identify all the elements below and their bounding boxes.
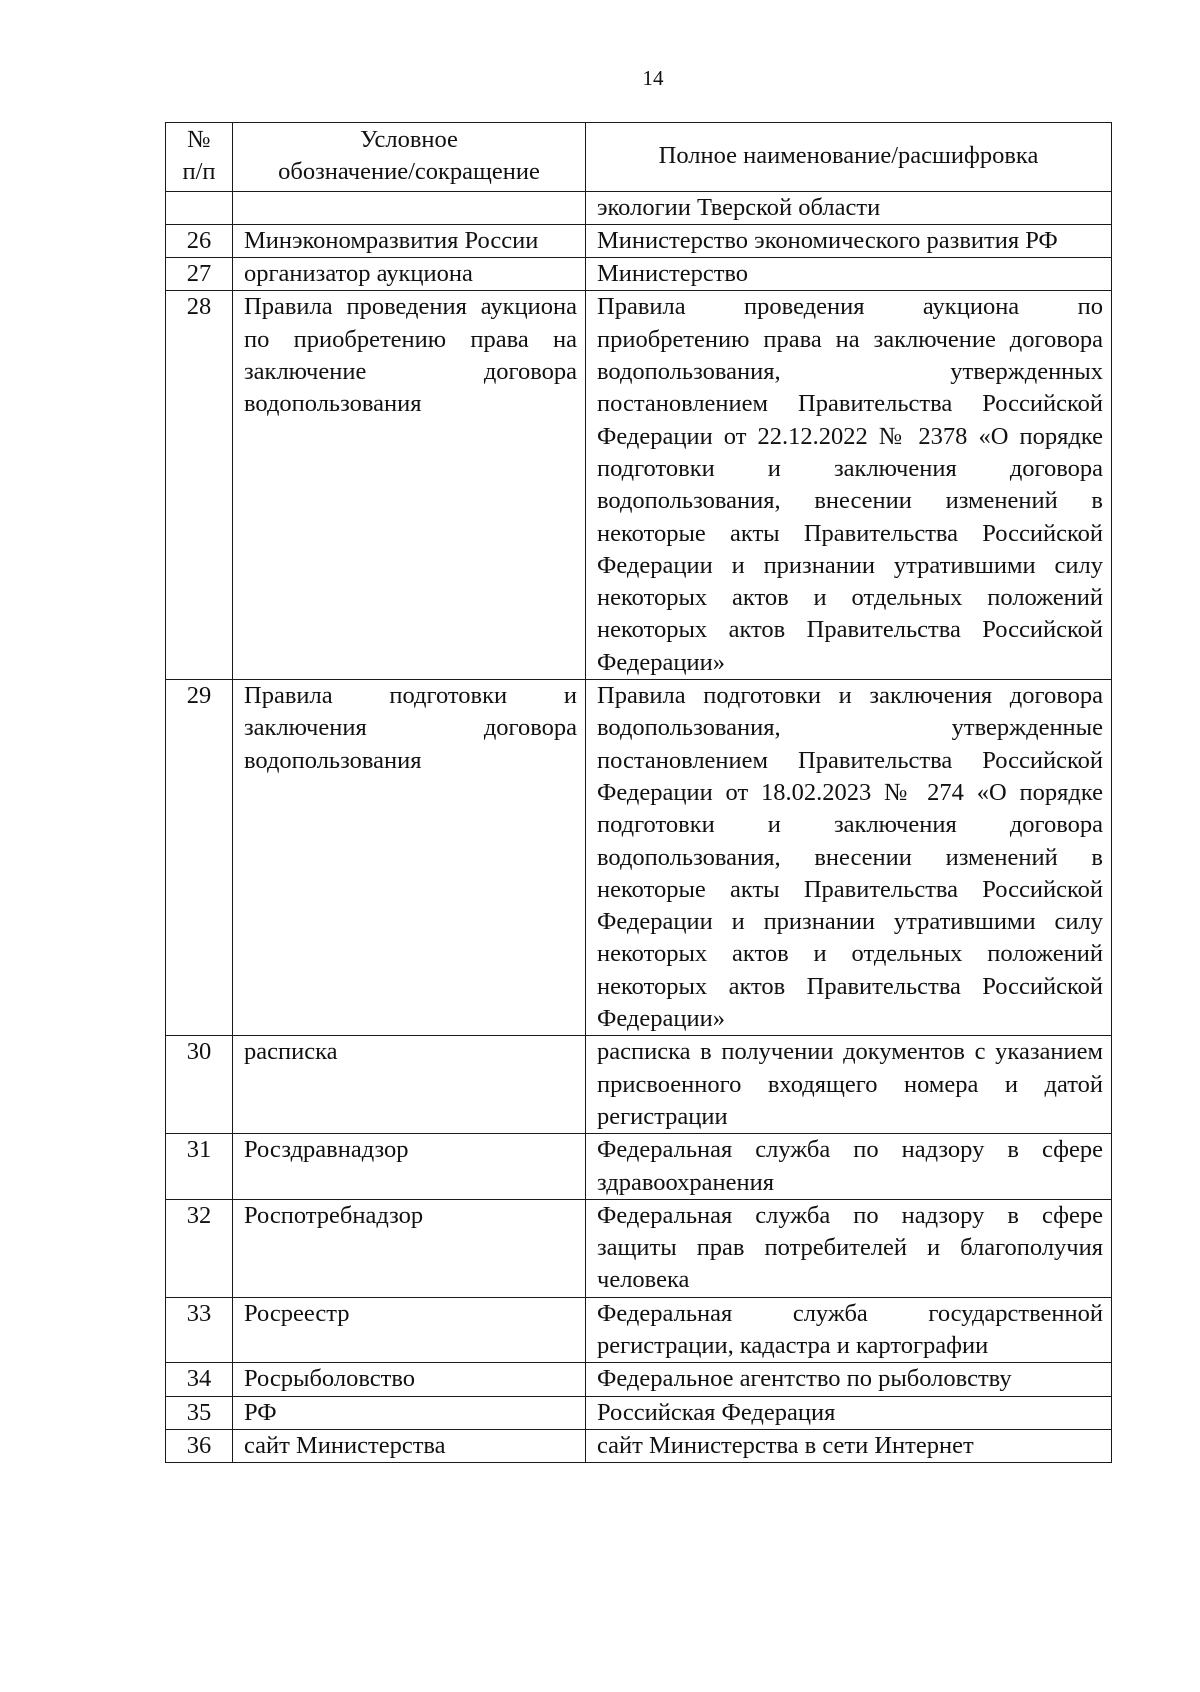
abbreviations-table: [165, 122, 1112, 1463]
row-abbreviation: Росрыболовство: [233, 1363, 586, 1396]
header-number-line-2: п/п: [182, 158, 216, 186]
table-row: [166, 1429, 1112, 1462]
row-full-name: Федеральная служба государственной регистрации, кадастра и картографии: [586, 1297, 1112, 1363]
row-abbreviation: Росреестр: [233, 1297, 586, 1363]
row-number: 34: [166, 1363, 233, 1396]
row-number: 29: [166, 680, 233, 1036]
row-abbreviation: Правила подготовки и заключения договора водопользования: [233, 680, 586, 1036]
row-full-name: Российская Федерация: [586, 1396, 1112, 1429]
row-full-name: Министерство: [586, 258, 1112, 291]
table-row: [166, 191, 1112, 224]
header-abbreviation: [233, 123, 586, 192]
row-full-name: Федеральная служба по надзору в сфере защиты прав потребителей и благополучия человека: [586, 1199, 1112, 1297]
table-row: [166, 224, 1112, 257]
row-full-name: расписка в получении документов с указанием присвоенного входящего номера и датой регистрации: [586, 1036, 1112, 1134]
row-abbreviation: Росздравнадзор: [233, 1134, 586, 1200]
row-number: 36: [166, 1429, 233, 1462]
row-number: 31: [166, 1134, 233, 1200]
row-number: [166, 191, 233, 224]
row-number: 28: [166, 291, 233, 680]
row-abbreviation: Роспотребнадзор: [233, 1199, 586, 1297]
header-number: [166, 123, 233, 192]
row-abbreviation: РФ: [233, 1396, 586, 1429]
row-full-name: Правила проведения аукциона по приобретению права на заключение договора водопользования, утвержденных постановлением Правительства Российской Федерации от 22.12.2022 № 2378 «О порядке подготовки и заключения договора водопользования, внесении изменений в некоторые акты Правительства Российской Федерации и признании утратившими силу некоторых актов и отдельных положений некоторых актов Правительства Российской Федерации»: [586, 291, 1112, 680]
row-abbreviation: [233, 191, 586, 224]
table-row: [166, 1036, 1112, 1134]
row-number: 33: [166, 1297, 233, 1363]
row-full-name: Федеральная служба по надзору в сфере здравоохранения: [586, 1134, 1112, 1200]
row-full-name: Министерство экономического развития РФ: [586, 224, 1112, 257]
row-abbreviation: Правила проведения аукциона по приобретению права на заключение договора водопользования: [233, 291, 586, 680]
table-header-row: [166, 123, 1112, 192]
row-full-name: сайт Министерства в сети Интернет: [586, 1429, 1112, 1462]
row-number: 27: [166, 258, 233, 291]
row-full-name: Правила подготовки и заключения договора водопользования, утвержденные постановлением Правительства Российской Федерации от 18.02.2023 № 274 «О порядке подготовки и заключения договора водопользования, внесении изменений в некоторые акты Правительства Российской Федерации и признании утратившими силу некоторых актов и отдельных положений некоторых актов Правительства Российской Федерации»: [586, 680, 1112, 1036]
table-row: [166, 1297, 1112, 1363]
row-number: 32: [166, 1199, 233, 1297]
table-row: [166, 1199, 1112, 1297]
row-abbreviation: Минэкономразвития России: [233, 224, 586, 257]
row-full-name: экологии Тверской области: [586, 191, 1112, 224]
row-abbreviation: расписка: [233, 1036, 586, 1134]
row-full-name: Федеральное агентство по рыболовству: [586, 1363, 1112, 1396]
row-number: 35: [166, 1396, 233, 1429]
row-abbreviation: сайт Министерства: [233, 1429, 586, 1462]
row-abbreviation: организатор аукциона: [233, 258, 586, 291]
header-abbreviation-line-2: обозначение/сокращение: [278, 158, 540, 186]
header-abbreviation-line-1: Условное: [360, 126, 458, 153]
row-number: 26: [166, 224, 233, 257]
page-number: 14: [642, 66, 664, 90]
table-row: [166, 291, 1112, 680]
header-full-name: Полное наименование/расшифровка: [586, 123, 1112, 192]
table-row: [166, 1396, 1112, 1429]
header-number-line-1: №: [187, 126, 211, 153]
table-row: [166, 1134, 1112, 1200]
table-row: [166, 1363, 1112, 1396]
row-number: 30: [166, 1036, 233, 1134]
table-row: [166, 258, 1112, 291]
table-row: [166, 680, 1112, 1036]
